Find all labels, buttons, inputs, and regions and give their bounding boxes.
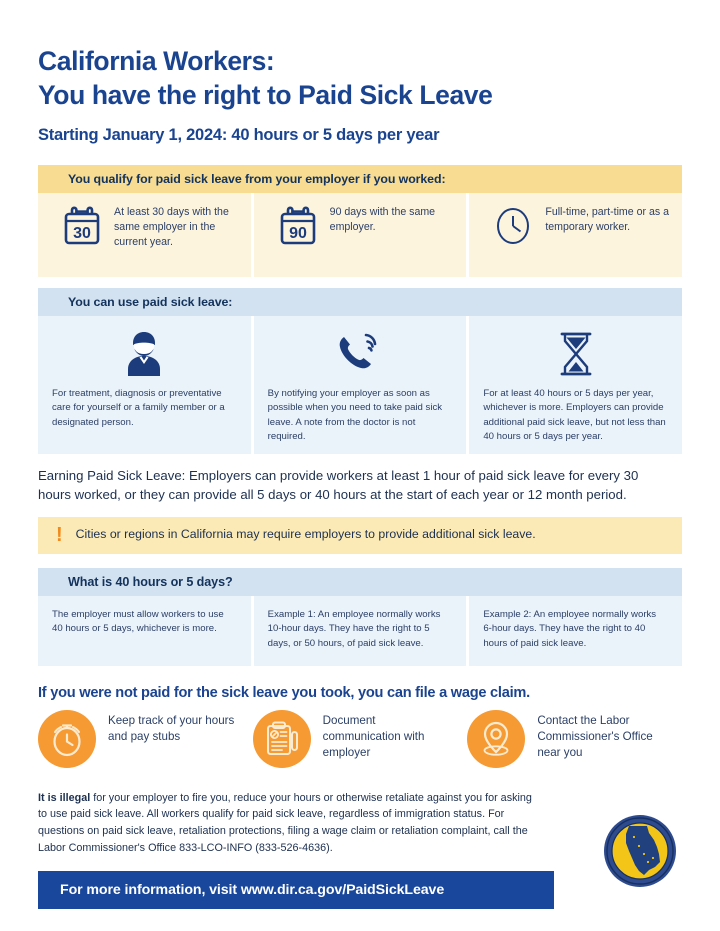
usage-item-notify	[251, 316, 467, 455]
whatis-item-2: Example 2: An employee normally works 6-hour days. They have the right to 40 hours of paid sick leave.	[466, 596, 682, 666]
alert-text: Cities or regions in California may require employers to provide additional sick leave.	[75, 527, 536, 542]
qualify-item-0-text: At least 30 days with the same employer in the current year.	[114, 205, 229, 248]
calendar-90-value: 90	[288, 224, 307, 242]
wage-item-1-text: Document communication with employer	[322, 713, 425, 760]
wage-item-2-text: Contact the Labor Commissioner's Office near you	[537, 713, 653, 760]
wage-item-0-text: Keep track of your hours and pay stubs	[108, 713, 235, 744]
usage-heading: You can use paid sick leave:	[38, 288, 682, 316]
usage-section	[38, 288, 682, 455]
earning-paragraph: Earning Paid Sick Leave: Employers can provide workers at least 1 hour of paid sick leave for every 30 hours worked, or they can provide all 5 days or 40 hours at the start of each year or 12 month period.	[38, 468, 639, 503]
whatis-item-1: Example 1: An employee normally works 10-hour days. They have the right to 5 days, or 50 hours, of paid sick leave.	[251, 596, 467, 666]
wage-claim-row	[38, 710, 682, 768]
qualify-item-1-text: 90 days with the same employer.	[329, 205, 436, 233]
footer-bar	[38, 871, 554, 909]
usage-item-1-text: By notifying your employer as soon as possible when you need to take paid sick leave. A note from the doctor is not required.	[267, 387, 443, 442]
wage-claim-heading: If you were not paid for the sick leave you took, you can file a wage claim.	[38, 684, 530, 701]
clipboard-pen-icon	[253, 710, 311, 768]
california-state-seal	[602, 813, 678, 889]
page-title-line-1: California Workers:	[38, 46, 275, 76]
wage-item-document	[253, 710, 468, 768]
location-pin-icon	[467, 710, 525, 768]
title-block	[38, 0, 682, 145]
whatis-heading: What is 40 hours or 5 days?	[38, 568, 682, 596]
whatis-item-0: The employer must allow workers to use 40 hours or 5 days, whichever is more.	[52, 608, 224, 635]
usage-item-2-text: For at least 40 hours or 5 days per year, whichever is more. Employers can provide additional paid sick leave, but not less than 40 hours or 5 days per year.	[483, 387, 666, 442]
legal-body: for your employer to fire you, reduce your hours or otherwise retaliate against you for asking to use paid sick leave. All workers qualify for paid sick leave, regardless of immigration status. For questions on paid sick leave, retaliation protections, filing a wage claim or retaliation complaint, call the Labor Commissioner's Office 833-LCO-INFO (833-526-4636).	[38, 791, 532, 854]
wage-item-contact	[467, 710, 682, 768]
stopwatch-icon	[38, 710, 96, 768]
qualify-section	[38, 165, 682, 277]
qualify-item-30-days	[38, 193, 251, 277]
whatis-section	[38, 568, 682, 666]
calendar-30-icon	[50, 204, 114, 266]
qualify-item-90-days	[251, 193, 467, 277]
page-title-line-2: You have the right to Paid Sick Leave	[38, 79, 493, 110]
legal-bold-lead: It is illegal	[38, 791, 91, 804]
alert-bar	[38, 517, 682, 554]
masked-person-icon	[121, 325, 167, 383]
calendar-30-value: 30	[73, 224, 91, 242]
qualify-item-worker-type	[466, 193, 682, 277]
calendar-90-icon	[266, 204, 330, 266]
qualify-heading: You qualify for paid sick leave from your employer if you worked:	[38, 165, 682, 193]
usage-item-amount	[466, 316, 682, 455]
usage-item-treatment	[38, 316, 251, 455]
hourglass-icon	[556, 325, 596, 383]
exclamation-icon: !	[56, 523, 63, 546]
legal-disclaimer	[38, 790, 682, 857]
wage-item-track-hours	[38, 710, 253, 768]
page-subtitle: Starting January 1, 2024: 40 hours or 5 days per year	[38, 125, 440, 144]
clock-icon	[481, 204, 545, 266]
usage-item-0-text: For treatment, diagnosis or preventative care for yourself or a family member or a designated person.	[52, 387, 225, 428]
footer-url-text[interactable]: For more information, visit www.dir.ca.gov/PaidSickLeave	[60, 881, 445, 898]
qualify-item-2-text: Full-time, part-time or as a temporary worker.	[545, 205, 669, 233]
ringing-phone-icon	[334, 325, 386, 383]
